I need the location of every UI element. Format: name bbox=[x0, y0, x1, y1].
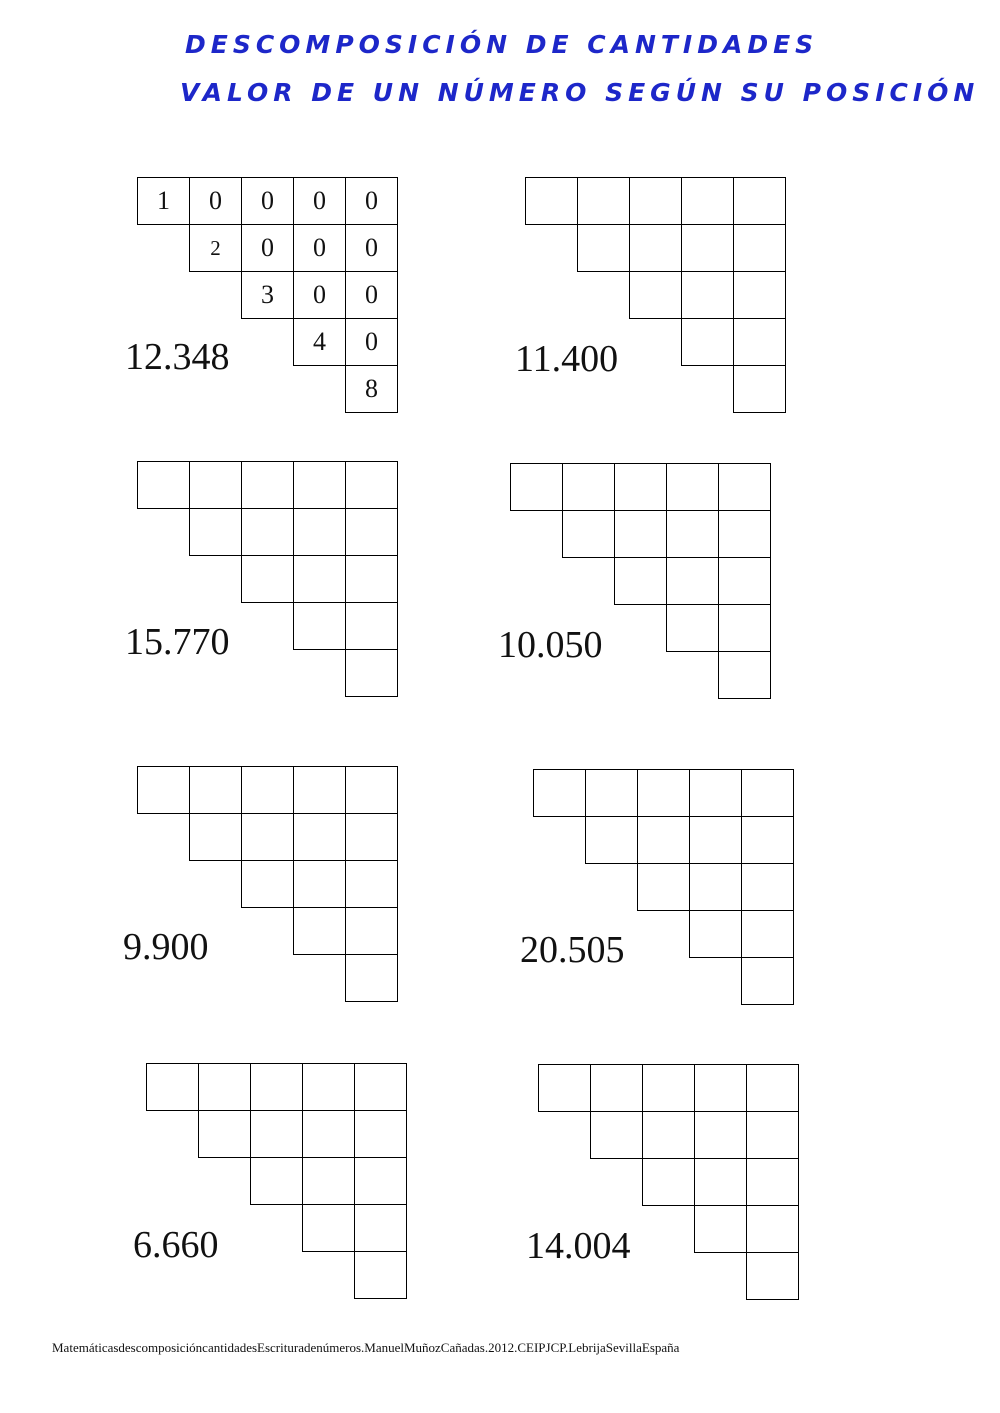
digit-cell[interactable] bbox=[585, 769, 638, 817]
digit-cell[interactable]: 0 bbox=[345, 177, 398, 225]
digit-cell[interactable] bbox=[562, 510, 615, 558]
digit-cell[interactable] bbox=[689, 863, 742, 911]
worksheet-subtitle: VALOR DE UN NÚMERO SEGÚN SU POSICIÓN bbox=[180, 78, 980, 107]
digit-cell[interactable]: 0 bbox=[345, 271, 398, 319]
number-to-decompose: 15.770 bbox=[125, 621, 230, 663]
digit-cell[interactable] bbox=[345, 461, 398, 509]
digit-cell[interactable]: 0 bbox=[189, 177, 242, 225]
digit-cell[interactable] bbox=[642, 1158, 695, 1206]
digit-cell[interactable] bbox=[666, 463, 719, 511]
digit-cell[interactable] bbox=[137, 766, 190, 814]
digit-cell[interactable] bbox=[538, 1064, 591, 1112]
digit-cell[interactable] bbox=[345, 766, 398, 814]
digit-cell[interactable] bbox=[681, 271, 734, 319]
digit-cell[interactable]: 0 bbox=[345, 224, 398, 272]
digit-cell[interactable] bbox=[718, 463, 771, 511]
digit-cell[interactable] bbox=[666, 604, 719, 652]
digit-cell[interactable] bbox=[681, 318, 734, 366]
digit-cell[interactable] bbox=[354, 1063, 407, 1111]
digit-cell[interactable] bbox=[585, 816, 638, 864]
digit-cell[interactable] bbox=[733, 271, 786, 319]
staircase-grid bbox=[137, 177, 402, 417]
digit-cell[interactable] bbox=[718, 510, 771, 558]
digit-cell[interactable] bbox=[302, 1063, 355, 1111]
digit-cell[interactable] bbox=[689, 769, 742, 817]
digit-cell[interactable] bbox=[510, 463, 563, 511]
digit-cell[interactable] bbox=[345, 555, 398, 603]
digit-cell[interactable] bbox=[642, 1064, 695, 1112]
digit-cell[interactable] bbox=[345, 813, 398, 861]
number-to-decompose: 11.400 bbox=[515, 338, 619, 380]
digit-cell[interactable] bbox=[629, 271, 682, 319]
digit-cell[interactable] bbox=[241, 508, 294, 556]
digit-cell[interactable] bbox=[746, 1064, 799, 1112]
staircase-grid bbox=[533, 769, 798, 1009]
digit-cell[interactable]: 0 bbox=[293, 177, 346, 225]
digit-cell[interactable]: 0 bbox=[293, 224, 346, 272]
digit-cell[interactable] bbox=[629, 224, 682, 272]
staircase-grid bbox=[538, 1064, 803, 1304]
digit-cell[interactable] bbox=[189, 766, 242, 814]
digit-cell[interactable]: 0 bbox=[241, 224, 294, 272]
digit-cell[interactable] bbox=[590, 1064, 643, 1112]
digit-cell[interactable] bbox=[577, 224, 630, 272]
digit-cell[interactable] bbox=[345, 907, 398, 955]
digit-cell[interactable] bbox=[694, 1205, 747, 1253]
digit-cell[interactable] bbox=[302, 1157, 355, 1205]
digit-cell[interactable] bbox=[694, 1158, 747, 1206]
digit-cell[interactable] bbox=[689, 910, 742, 958]
digit-cell[interactable] bbox=[189, 461, 242, 509]
digit-cell[interactable] bbox=[189, 508, 242, 556]
digit-cell[interactable] bbox=[293, 907, 346, 955]
digit-cell[interactable] bbox=[345, 602, 398, 650]
digit-cell[interactable] bbox=[293, 813, 346, 861]
digit-cell[interactable] bbox=[345, 508, 398, 556]
digit-cell[interactable] bbox=[293, 508, 346, 556]
digit-cell[interactable] bbox=[250, 1157, 303, 1205]
digit-cell[interactable] bbox=[718, 651, 771, 699]
digit-cell[interactable] bbox=[302, 1204, 355, 1252]
digit-cell[interactable] bbox=[741, 957, 794, 1005]
digit-cell[interactable] bbox=[614, 557, 667, 605]
digit-cell[interactable] bbox=[733, 365, 786, 413]
digit-cell[interactable] bbox=[146, 1063, 199, 1111]
digit-cell[interactable] bbox=[746, 1158, 799, 1206]
digit-cell[interactable]: 1 bbox=[137, 177, 190, 225]
digit-cell[interactable] bbox=[637, 769, 690, 817]
digit-cell[interactable] bbox=[250, 1110, 303, 1158]
staircase-grid bbox=[510, 463, 775, 703]
digit-cell[interactable] bbox=[666, 510, 719, 558]
digit-cell[interactable] bbox=[741, 910, 794, 958]
digit-cell[interactable] bbox=[637, 863, 690, 911]
digit-cell[interactable] bbox=[533, 769, 586, 817]
digit-cell[interactable] bbox=[637, 816, 690, 864]
digit-cell[interactable] bbox=[733, 224, 786, 272]
digit-cell[interactable] bbox=[345, 649, 398, 697]
digit-cell[interactable] bbox=[590, 1111, 643, 1159]
digit-cell[interactable] bbox=[241, 813, 294, 861]
digit-cell[interactable] bbox=[746, 1205, 799, 1253]
digit-cell[interactable] bbox=[614, 510, 667, 558]
digit-cell[interactable] bbox=[137, 461, 190, 509]
digit-cell[interactable] bbox=[354, 1110, 407, 1158]
digit-cell[interactable] bbox=[629, 177, 682, 225]
digit-cell[interactable] bbox=[689, 816, 742, 864]
digit-cell[interactable] bbox=[354, 1251, 407, 1299]
digit-cell[interactable]: 3 bbox=[241, 271, 294, 319]
digit-cell[interactable] bbox=[345, 954, 398, 1002]
staircase-grid bbox=[137, 461, 402, 701]
digit-cell[interactable] bbox=[694, 1064, 747, 1112]
number-to-decompose: 20.505 bbox=[520, 929, 625, 971]
digit-cell[interactable]: 0 bbox=[293, 271, 346, 319]
digit-cell[interactable] bbox=[746, 1111, 799, 1159]
digit-cell[interactable]: 4 bbox=[293, 318, 346, 366]
digit-cell[interactable] bbox=[614, 463, 667, 511]
digit-cell[interactable] bbox=[694, 1111, 747, 1159]
digit-cell[interactable] bbox=[741, 816, 794, 864]
digit-cell[interactable] bbox=[241, 860, 294, 908]
digit-cell[interactable] bbox=[345, 860, 398, 908]
number-to-decompose: 10.050 bbox=[498, 624, 603, 666]
number-to-decompose: 9.900 bbox=[123, 926, 209, 968]
digit-cell[interactable] bbox=[293, 766, 346, 814]
digit-cell[interactable] bbox=[746, 1252, 799, 1300]
digit-cell[interactable] bbox=[733, 177, 786, 225]
digit-cell[interactable]: 0 bbox=[241, 177, 294, 225]
worksheet-title: DESCOMPOSICIÓN DE CANTIDADES bbox=[185, 30, 819, 59]
digit-cell[interactable] bbox=[741, 863, 794, 911]
digit-cell[interactable] bbox=[198, 1110, 251, 1158]
digit-cell[interactable] bbox=[293, 461, 346, 509]
staircase-grid bbox=[146, 1063, 411, 1303]
digit-cell[interactable] bbox=[293, 555, 346, 603]
digit-cell[interactable] bbox=[681, 224, 734, 272]
digit-cell[interactable]: 0 bbox=[345, 318, 398, 366]
digit-cell[interactable] bbox=[666, 557, 719, 605]
digit-cell[interactable] bbox=[241, 555, 294, 603]
digit-cell[interactable] bbox=[250, 1063, 303, 1111]
digit-cell[interactable]: 2 bbox=[189, 224, 242, 272]
number-to-decompose: 14.004 bbox=[526, 1225, 631, 1267]
staircase-grid bbox=[525, 177, 790, 417]
number-to-decompose: 12.348 bbox=[125, 336, 230, 378]
digit-cell[interactable]: 8 bbox=[345, 365, 398, 413]
digit-cell[interactable] bbox=[733, 318, 786, 366]
digit-cell[interactable] bbox=[562, 463, 615, 511]
digit-cell[interactable] bbox=[718, 557, 771, 605]
digit-cell[interactable] bbox=[241, 766, 294, 814]
number-to-decompose: 6.660 bbox=[133, 1224, 219, 1266]
digit-cell[interactable] bbox=[741, 769, 794, 817]
digit-cell[interactable] bbox=[681, 177, 734, 225]
digit-cell[interactable] bbox=[189, 813, 242, 861]
staircase-grid bbox=[137, 766, 402, 1006]
footer-credit: MatemáticasdescomposicióncantidadesEscrituradenúmeros.ManuelMuñozCañadas.2012.CEIPJCP.LebrijaSevillaEspaña bbox=[52, 1340, 680, 1355]
digit-cell[interactable] bbox=[354, 1204, 407, 1252]
digit-cell[interactable] bbox=[718, 604, 771, 652]
digit-cell[interactable] bbox=[525, 177, 578, 225]
digit-cell[interactable] bbox=[302, 1110, 355, 1158]
digit-cell[interactable] bbox=[354, 1157, 407, 1205]
digit-cell[interactable] bbox=[642, 1111, 695, 1159]
digit-cell[interactable] bbox=[241, 461, 294, 509]
digit-cell[interactable] bbox=[293, 860, 346, 908]
digit-cell[interactable] bbox=[577, 177, 630, 225]
digit-cell[interactable] bbox=[293, 602, 346, 650]
digit-cell[interactable] bbox=[198, 1063, 251, 1111]
